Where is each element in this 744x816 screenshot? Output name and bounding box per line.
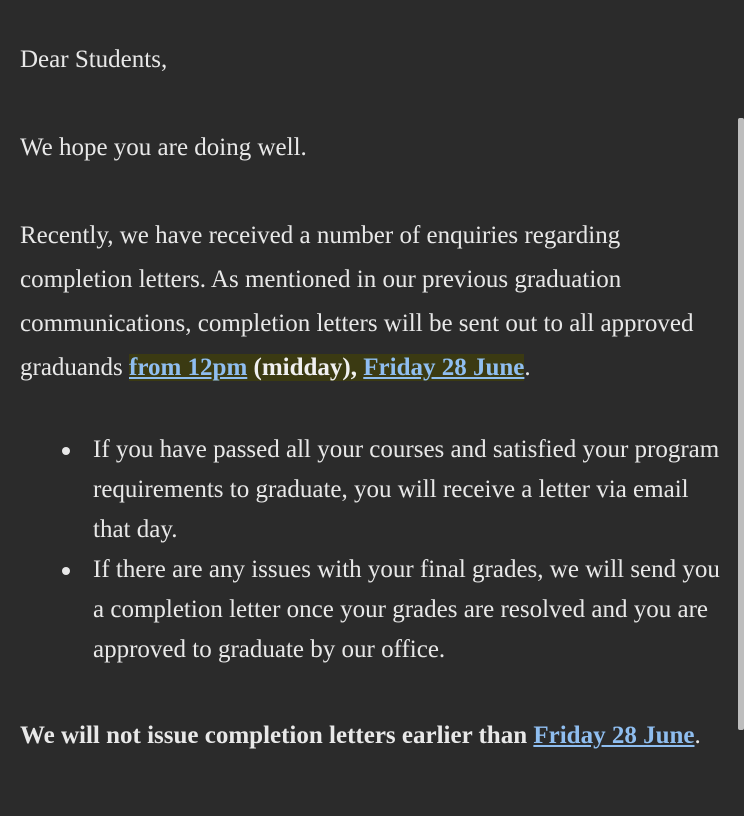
bullet-icon xyxy=(62,447,70,455)
bullet-icon xyxy=(62,567,70,575)
email-body xyxy=(20,38,724,758)
list-item xyxy=(20,430,724,550)
bullet-text: If there are any issues with your final grades, we will send you a completion letter once your grades are resolved and you are approved to graduate by our office. xyxy=(93,556,720,663)
bullet-text: If you have passed all your courses and satisfied your program requirements to graduate, you will receive a letter via email that day. xyxy=(93,436,720,543)
closing-statement xyxy=(20,714,724,758)
greeting: Dear Students, xyxy=(20,46,168,73)
closing-date-link[interactable]: Friday 28 June xyxy=(533,722,695,749)
midday-text: (midday), xyxy=(247,354,364,381)
list-item xyxy=(20,550,724,670)
paragraph-end: . xyxy=(524,354,531,381)
closing-text: We will not issue completion letters earlier than xyxy=(20,722,534,749)
scrollbar[interactable] xyxy=(738,118,744,730)
bullet-list xyxy=(20,430,724,670)
date-highlight xyxy=(129,354,524,381)
date-link[interactable]: Friday 28 June xyxy=(363,354,525,381)
completion-paragraph xyxy=(20,214,724,390)
closing-end: . xyxy=(694,722,701,749)
hope-line: We hope you are doing well. xyxy=(20,134,307,161)
time-link[interactable]: from 12pm xyxy=(129,354,248,381)
paragraph-intro: Recently, we have received a number of enquiries regarding completion letters. As mentioned in our previous graduation communications, completion letters will be sent out to all approved graduands xyxy=(20,222,694,381)
